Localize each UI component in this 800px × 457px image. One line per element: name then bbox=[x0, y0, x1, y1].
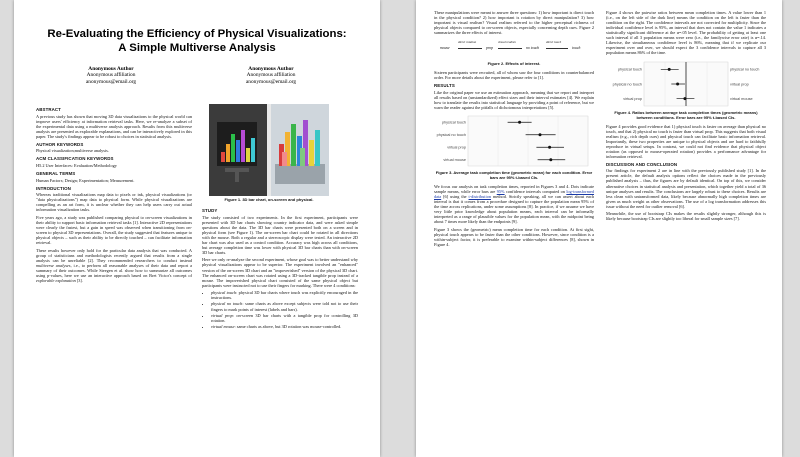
figure-2-diagram bbox=[434, 38, 594, 60]
category-label-right: physical no touch bbox=[730, 67, 760, 72]
text-span: confidence intervals computed on bbox=[504, 189, 567, 194]
body-paragraph: Figure 4 provides good evidence that 1) physical touch is faster on average than physical no touch, and that 2) physical no touch is faster than virtual prop. This suggests that both visual realism (e.g., rich depth cues) and physical touch can facilitate basic information retrieval. Importantly, these two properties are unique to physical objects and are hard to faithfully reproduce in virtual setups. In contrast, we could not find evidence that physical object rotation (as opposed to mouse-operated rotation) provides a performance advantage for information retrieval. bbox=[606, 123, 766, 159]
text-span: , i.e., to perform all reasonable analyses of their data and report a summary of their outcomes. While Steegen et al. show how to summarize all outcomes using p-values, here we use an interactive approach based on Bret Victor's concept of bbox=[36, 262, 192, 278]
results-paragraph bbox=[434, 184, 594, 224]
acm-keywords-heading: ACM CLASSIFICATION KEYWORDS bbox=[36, 156, 114, 162]
introduction-paragraph bbox=[36, 248, 192, 283]
ci-method-link[interactable]: t-distribution bbox=[468, 194, 491, 200]
fig2-arrow bbox=[458, 48, 482, 49]
condition-desc: : physical 3D bar charts where touch was explicitly encouraged in the instructions. bbox=[211, 290, 358, 301]
mean-point bbox=[518, 121, 521, 124]
author-keywords-heading: AUTHOR KEYWORDS bbox=[36, 141, 84, 147]
mean-point bbox=[683, 97, 686, 100]
paper-page-1 bbox=[14, 0, 380, 457]
author-block-1 bbox=[46, 66, 176, 85]
introduction-paragraph: Five years ago, a study was published comparing physical to on-screen visualizations in their ability to support basic information retrieval tasks [1]. Interactive 2D representations were clearly the fastest, but a gain in speed was observed when transitioning from on-screen to physical 3D representations. Overall, the study suggested that features unique to physical objects – such as their ability to be directly touched – can facilitate information retrieval. bbox=[36, 214, 192, 246]
transform-link[interactable]: log-transformed data bbox=[434, 189, 595, 200]
abstract-heading: ABSTRACT bbox=[36, 107, 61, 112]
condition-desc: : on-screen 3D bar charts with a tangible prop for controlling 3D rotation. bbox=[211, 312, 358, 323]
study-paragraph: The study consisted of two experiments. In the first experiment, participants were presented with 3D bar charts showing country indicator data, and were asked simple questions about the data. The 3D bar charts were presented both on a screen and in physical form (see Figure 1). The on-screen bar chart could be rotated in all directions with the mouse. Both a regular and a stereoscopic display were tested. An interactive 2D bar chart was also used as a control condition. Accuracy was high across all conditions, but average completion time was lower with physical 3D bar charts than with on-screen 3D bar charts. bbox=[202, 214, 358, 255]
fig2-edge-label: visual realism bbox=[498, 40, 516, 45]
figure-3-chart[interactable] bbox=[434, 112, 594, 170]
author-block-2 bbox=[206, 66, 336, 85]
author-affiliation: Anonymous affiliation bbox=[246, 72, 296, 79]
fig2-node: prop bbox=[486, 46, 494, 51]
figure-3-caption: Figure 3. Average task completion time (geometric mean) for each condition. Error bars are 95% t-based CIs. bbox=[435, 170, 593, 181]
mean-point bbox=[676, 82, 679, 85]
figure-1-caption: Figure 1. 3D bar chart, on-screen and physical. bbox=[224, 197, 314, 202]
figure-2-caption: Figure 2. Effects of interest. bbox=[487, 61, 541, 67]
category-label: virtual mouse bbox=[443, 158, 466, 163]
author-email[interactable]: anonymous@email.org bbox=[245, 78, 297, 85]
fig2-arrow bbox=[498, 48, 522, 49]
condition-item bbox=[211, 301, 358, 311]
category-label-right: virtual mouse bbox=[730, 96, 753, 101]
paper-page-2 bbox=[416, 0, 782, 457]
text-span: [3]. bbox=[75, 277, 83, 283]
body-paragraph: Figure 4 shows the pairwise ratios between mean completion times. A value lower than 1 (i.e., on the left side of the dark line) means the condition on the left is faster than the condition on the right. The confidence intervals are not corrected for multiplicity. Since the individual confidence level is 95%, an interval that does not contain the value 1 indicates a statistically significant difference at the α=.05 level. The probability of getting at least one such interval if all 3 population means were zero (i.e., the familywise error rate) is α=.14. Likewise, the simultaneous confidence level is 86%, meaning that if we replicate our experiment over and over, we should expect the 3 confidence intervals to capture all 3 population means 86% of the time. bbox=[606, 10, 766, 56]
abstract-text: A previous study has shown that moving 3D data visualizations to the physical world can improve users' efficiency at information retrieval tasks. Here, we re-analyze a subset of the experimental data using a multiverse analysis approach. Results from this multiverse analysis are presented as explorable explanations, and can be interactively explored in this paper. The study's findings appear to be robust to choices in statistical analysis. bbox=[36, 113, 192, 139]
condition-item bbox=[211, 290, 358, 300]
mean-point bbox=[549, 159, 552, 162]
discussion-heading: DISCUSSION AND CONCLUSION bbox=[606, 161, 678, 167]
mean-point bbox=[539, 134, 542, 137]
condition-name: virtual prop bbox=[211, 312, 233, 318]
category-label-right: virtual prop bbox=[730, 82, 749, 87]
general-terms-heading: GENERAL TERMS bbox=[36, 170, 76, 176]
text-span: explorable explanation bbox=[36, 277, 76, 283]
category-label: physical touch bbox=[617, 67, 642, 72]
results-paragraph: Figure 3 shows the (geometric) mean completion time for each condition. At first sight, physical touch appears to be faster than the other conditions. However, since condition is a within-subject factor, it is preferable to examine within-subject differences [8], shown in Figure 4. bbox=[434, 226, 594, 247]
mean-point bbox=[548, 146, 551, 149]
study-paragraph: Here we only re-analyze the second experiment, whose goal was to better understand why physical visualizations appear to be superior. The experiment involved an "enhanced" version of the on-screen 3D chart and an "impoverished" version of the physical 3D chart. The enhanced on-screen chart was rotated using a 3D-tracked tangible prop instead of a mouse. The impoverished physical chart consisted of the same physical object but participants were instructed not to use their fingers for marking. There were 4 conditions: bbox=[202, 257, 358, 288]
introduction-heading: INTRODUCTION bbox=[36, 185, 71, 191]
fig2-edge-label: direct touch bbox=[546, 40, 562, 45]
condition-name: virtual mouse bbox=[211, 324, 235, 330]
author-name: Anonymous Author bbox=[248, 66, 294, 72]
mean-point bbox=[668, 68, 671, 71]
introduction-paragraph: Whereas traditional visualizations map data to pixels or ink, physical visualizations (or "data physicalizations") map data to physical form. While physical visualizations are compelling as an art form, it is unclear whether they can help users carry out actual information visualization tasks. bbox=[36, 192, 192, 213]
text-span: We focus our analysis on task completion times, reported in Figures 3 and 4. Dots indicate sample means, while error bars are bbox=[434, 183, 594, 194]
ci-level-link[interactable]: 95% bbox=[496, 189, 505, 194]
text-span: These results however only hold for the particular data analysis that was conducted. A group of statisticians and methodologists recently argued that results from a single analysis can be unreliable [2]. They recommended researchers to conduct instead bbox=[36, 247, 192, 263]
page-1-left-column bbox=[36, 104, 192, 285]
text-span: method. Strictly speaking, all we can assert about each interval is that it comes from a procedure designed to capture the population mean 95% of the time across replications, under some assumptions [8]. In practice, if we assume we have very little prior knowledge about population means, each interval can be informally interpreted as a range of plausible values for the population mean, with the midpoint being about 7 times more likely than the endpoints [9]. bbox=[434, 194, 594, 225]
category-label: physical touch bbox=[441, 120, 466, 125]
category-label: physical no touch bbox=[436, 133, 466, 138]
author-name: Anonymous Author bbox=[88, 66, 134, 72]
category-label: physical no touch bbox=[612, 82, 642, 87]
condition-name: physical touch bbox=[211, 290, 237, 296]
author-email[interactable]: anonymous@email.org bbox=[85, 78, 137, 85]
page-2-left-column bbox=[434, 10, 594, 250]
figure-1-image bbox=[209, 104, 329, 196]
author-keywords-text: Physical visualization;multiverse analysis. bbox=[36, 148, 109, 154]
discussion-paragraph: Our findings for experiment 2 are in line with the previously published study [1]. In the present article, the default analysis options reflect the choices made in the previously published analysis – thus, the figures are by default identical. On top of this, we consider alternative choices in statistical analysis and presentation, which together yield a total of 36 unique analyses and results. The conclusions are largely robust to these choices. Results are less clean with untransformed data, likely because abnormally high completion times are given as much weight as other observations. The use of a log transformation addresses this issue without the need for outlier removal [6]. bbox=[606, 168, 766, 209]
fig2-node: touch bbox=[572, 46, 581, 51]
paper-title: Re-Evaluating the Efficiency of Physical Visualizations: A Simple Multiverse Analysis bbox=[47, 28, 347, 54]
condition-item bbox=[211, 324, 358, 329]
results-paragraph: Like the original paper we use an estimation approach, meaning that we report and interpret all results based on (unstandardized) effect sizes and their interval estimates [4]. We explain how to translate the results into statistical language by providing a point of reference, but we warn the reader against the pitfalls of dichotomous interpretations [5]. bbox=[434, 89, 594, 110]
figure-4-chart[interactable] bbox=[606, 58, 766, 110]
body-paragraph: Sixteen participants were recruited, all of whom saw the four conditions in counterbalanced order. For more details about the experiment, please refer to [1]. bbox=[434, 70, 594, 81]
general-terms-text: Human Factors; Design; Experimentation; Measurement. bbox=[36, 177, 135, 183]
conditions-list bbox=[202, 290, 358, 329]
condition-name: physical no touch bbox=[211, 301, 243, 307]
acm-keywords-text: H5.2 User Interfaces: Evaluation/Methodology bbox=[36, 162, 117, 168]
category-label: virtual prop bbox=[447, 145, 466, 150]
fig2-node: mouse bbox=[440, 46, 450, 51]
fig2-node: no touch bbox=[526, 46, 540, 51]
discussion-paragraph: Meanwhile, the use of bootstrap CIs makes the results slightly stronger, although this is likely because bootstrap CIs are slightly too liberal for small sample sizes [7]. bbox=[606, 211, 766, 222]
condition-desc: : same charts as above except subjects were told not to use their fingers to mark points of interest (labels and bars). bbox=[211, 301, 358, 312]
figure-4-caption: Figure 4. Ratios between average task completion times (geometric means) between conditions. Error bars are 95% t-based CIs. bbox=[614, 109, 758, 120]
condition-desc: : same charts as above, but 3D rotation was mouse-controlled. bbox=[234, 324, 342, 330]
author-affiliation: Anonymous affiliation bbox=[86, 72, 136, 79]
page-1-right-column bbox=[202, 205, 358, 332]
condition-item bbox=[211, 313, 358, 323]
fig2-edge-label: direct rotation bbox=[458, 40, 477, 45]
text-span: multiverse analyses bbox=[36, 262, 71, 268]
results-heading: RESULTS bbox=[434, 83, 455, 89]
page-2-right-column bbox=[606, 10, 766, 224]
text-span: [6] using the bbox=[441, 194, 469, 200]
body-paragraph: These manipulations were meant to answer three questions: 1) how important is direct touch in the physical condition? 2) how important is rotation by direct manipulation? 3) how important is visual realism? Visual realism referred to the higher perceptual richness of physical objects compared to on-screen objects, especially concerning depth cues. Figure 2 summarizes the three effects of interest. bbox=[434, 10, 594, 36]
fig2-arrow bbox=[546, 48, 568, 49]
category-label: virtual prop bbox=[623, 96, 642, 101]
study-heading: STUDY bbox=[202, 208, 218, 213]
